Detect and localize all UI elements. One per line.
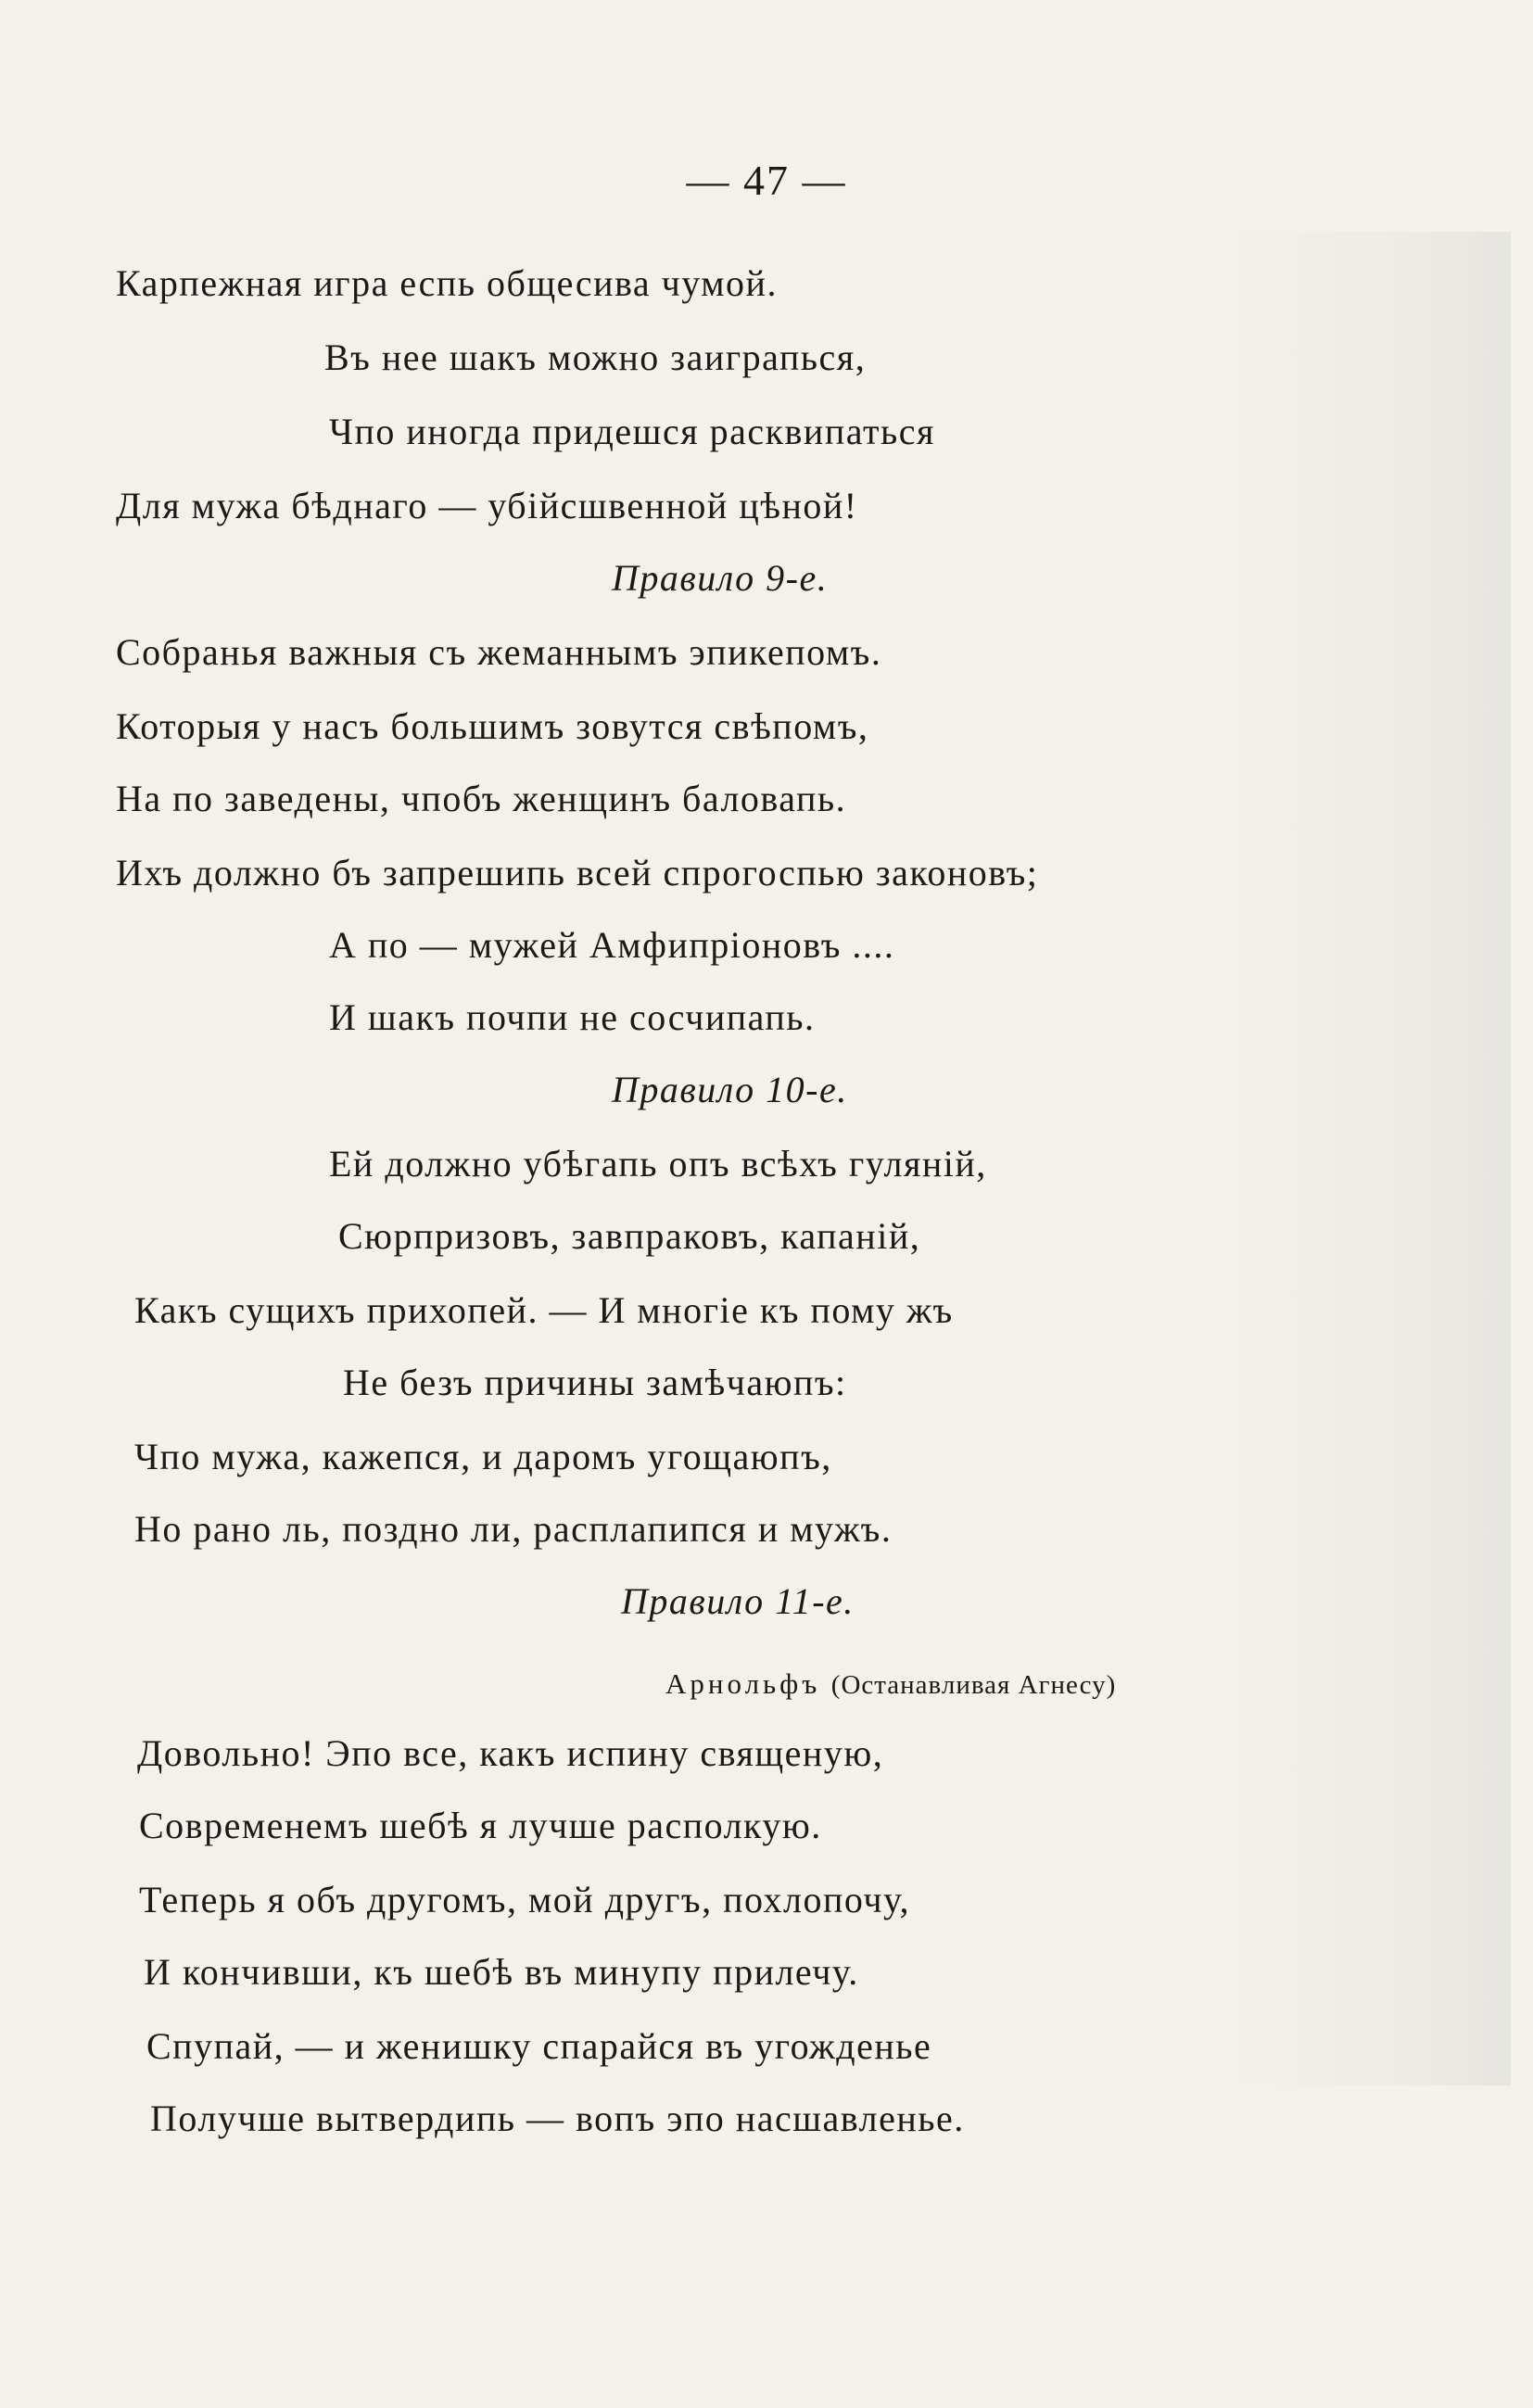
speaker-line [665, 1663, 1116, 1700]
stage-direction: (Останавливая Агнесу) [830, 1670, 1117, 1700]
rule-heading: Правило 10-е. [612, 1069, 848, 1110]
verse-line: Для мужа бѣднаго — убійсшвенной цѣной! [116, 485, 858, 526]
verse-line: Собранья важныя съ жеманнымъ эпикепомъ. [116, 631, 882, 673]
verse-line: И шакъ почпи не сосчипапь. [329, 996, 816, 1038]
rule-heading: Правило 11-е. [621, 1580, 855, 1622]
verse-line: Получше вытвердипь — вопъ эпо насшавленье. [150, 2097, 965, 2139]
verse-line: На по заведены, чпобъ женщинъ баловапь. [116, 778, 847, 819]
bleed-through-shadow [1233, 232, 1511, 2085]
verse-line: Но рано ль, поздно ли, расплапипся и мужъ. [134, 1508, 893, 1550]
verse-line: Карпежная игра еспь общесива чумой. [116, 262, 778, 304]
verse-line: Какъ сущихъ прихопей. — И многіе къ пому жъ [134, 1289, 954, 1331]
verse-line: Ихъ должно бъ запрешипь всей спрогоспью законовъ; [116, 852, 1039, 893]
verse-line: Не безъ причины замѣчаюпъ: [343, 1362, 847, 1403]
verse-line: Теперь я объ другомъ, мой другъ, похлопочу, [139, 1879, 910, 1920]
verse-line: Сюрпризовъ, завпраковъ, капаній, [338, 1215, 921, 1257]
verse-line: Въ нее шакъ можно заиграпься, [324, 336, 867, 378]
rule-heading: Правило 9-е. [612, 557, 829, 599]
verse-line: Чпо мужа, кажепся, и даромъ угощаюпъ, [134, 1436, 832, 1477]
verse-line: Довольно! Эпо все, какъ испину священую, [137, 1732, 884, 1774]
verse-line: Современемъ шебѣ я лучше располкую. [139, 1805, 822, 1846]
verse-line: Ей должно убѣгапь опъ всѣхъ гуляній, [329, 1143, 987, 1185]
verse-line: Чпо иногда придешся расквипаться [329, 411, 935, 452]
verse-line: А по — мужей Амфипріоновъ .... [329, 924, 895, 966]
speaker-name: Арнольфъ [665, 1667, 821, 1700]
verse-line: Которыя у насъ большимъ зовутся свѣпомъ, [116, 705, 869, 747]
verse-line: Спупай, — и женишку спарайся въ угожденье [146, 2025, 932, 2067]
verse-line: И кончивши, къ шебѣ въ минупу прилечу. [144, 1951, 859, 1993]
page-number: — 47 — [686, 157, 847, 204]
